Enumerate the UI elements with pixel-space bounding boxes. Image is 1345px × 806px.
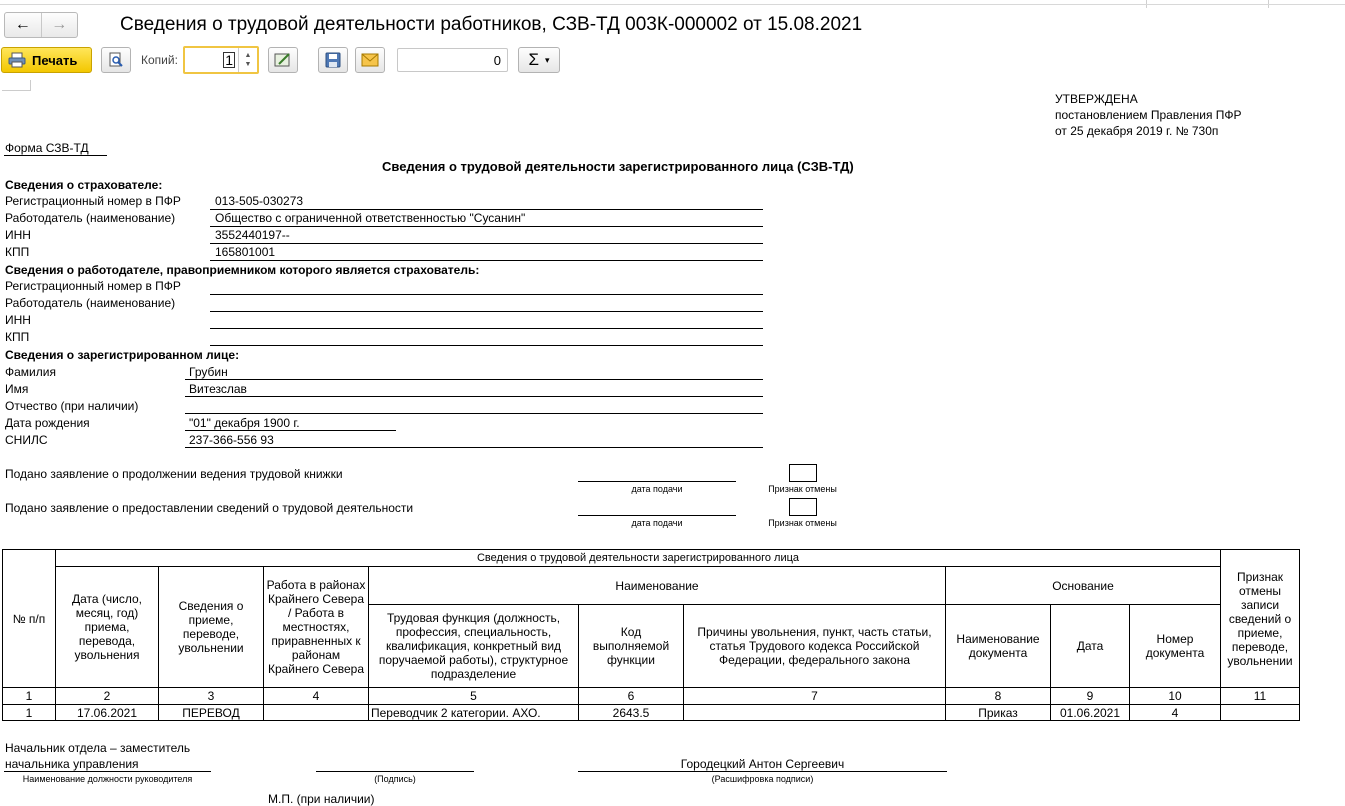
predecessor-heading: Сведения о работодателе, правоприемником которого является страхователь: [5,263,480,277]
application-1-label: Подано заявление о продолжении ведения трудовой книжки [5,467,343,481]
header-num: № п/п [3,550,56,688]
field-line [210,328,763,329]
cell-docdate: 01.06.2021 [1051,705,1130,721]
snils-label: СНИЛС [5,433,48,447]
birth-label: Дата рождения [5,416,90,430]
table-row[interactable] [3,705,1300,721]
header-basis: Основание [946,567,1221,605]
copies-stepper[interactable]: ▲ ▼ [238,48,257,72]
back-icon[interactable]: ← [14,16,31,33]
cell-cancel [1221,705,1300,721]
col-number: 6 [579,688,684,705]
cancel-caption: Признак отмены [768,484,837,494]
copies-input[interactable] [183,46,259,74]
work-history-table [2,549,1300,721]
header-docdate: Дата [1051,605,1130,688]
field-line [185,447,763,448]
sum-field[interactable]: 0 [397,48,508,72]
cell-info: ПЕРЕВОД [159,705,264,721]
field-line [185,396,763,397]
field-line [4,771,211,772]
surname-label: Фамилия [5,365,56,379]
cell-reasons [684,705,946,721]
field-line [316,771,474,772]
col-number: 4 [264,688,369,705]
cell-num: 1 [3,705,56,721]
header-north: Работа в районах Крайнего Севера / Работа в местностях, приравненных к районам Крайнего Севера [264,567,369,688]
col-number: 3 [159,688,264,705]
header-border [0,4,1345,5]
preview-icon [108,52,124,68]
cell-function: Переводчик 2 категории. АХО. [369,705,579,721]
insurer-name-label: Работодатель (наименование) [5,211,176,225]
col-number: 10 [1130,688,1221,705]
approved-line-3: от 25 декабря 2019 г. № 730п [1055,124,1219,138]
insurer-reg-label: Регистрационный номер в ПФР [5,194,181,208]
field-line [578,515,736,516]
insurer-inn-value: 3552440197-- [215,228,290,242]
edit-icon [274,52,292,68]
date-caption: дата подачи [631,518,683,528]
field-line [210,294,763,295]
form-underline [4,155,107,156]
header-name: Наименование [369,567,946,605]
patronymic-label: Отчество (при наличии) [5,399,139,413]
sign-caption: (Подпись) [374,774,416,784]
date-caption: дата подачи [631,484,683,494]
email-button[interactable] [355,47,385,73]
save-icon [325,52,341,68]
printer-icon [8,52,26,68]
position-line-2: начальника управления [5,757,139,771]
print-label: Печать [32,52,78,68]
page-corner [2,80,31,91]
approved-line-1: УТВЕРЖДЕНА [1055,92,1138,106]
predecessor-inn-label: ИНН [5,313,31,327]
doc-title: Сведения о трудовой деятельности зарегистрированного лица (СЗВ-ТД) [382,159,854,174]
snils-value: 237-366-556 93 [189,433,274,447]
insurer-reg-value: 013-505-030273 [215,194,304,208]
col-number: 2 [56,688,159,705]
cell-date: 17.06.2021 [56,705,159,721]
approved-line-2: постановлением Правления ПФР [1055,108,1242,122]
surname-value: Грубин [189,365,228,379]
header-docnum: Номер документа [1130,605,1221,688]
field-line [210,209,763,210]
header-cancel: Признак отмены записи сведений о приеме, переводе, увольнении [1221,550,1300,688]
field-line [185,379,763,380]
application-2-label: Подано заявление о предоставлении сведений о трудовой деятельности [5,501,414,515]
insurer-kpp-label: КПП [5,245,30,259]
name-label: Имя [5,382,29,396]
header-reasons: Причины увольнения, пункт, часть статьи, статья Трудового кодекса Российской Федерации, федерального закона [684,605,946,688]
nav-buttons [4,12,78,38]
field-line [210,311,763,312]
cancel-caption: Признак отмены [768,518,837,528]
window-title: Сведения о трудовой деятельности работников, СЗВ-ТД 003К-000002 от 15.08.2021 [120,14,863,35]
header-date: Дата (число, месяц, год) приема, перевода, увольнения [56,567,159,688]
predecessor-reg-label: Регистрационный номер в ПФР [5,279,181,293]
cancel-checkbox[interactable] [789,464,817,482]
sigma-icon: Σ [528,50,539,69]
fullname-caption: (Расшифровка подписи) [711,774,814,784]
predecessor-name-label: Работодатель (наименование) [5,296,176,310]
position-caption: Наименование должности руководителя [22,774,193,784]
header-function: Трудовая функция (должность, профессия, специальность, квалификация, конкретный вид поручаемой работы), структурное подразделение [369,605,579,688]
cell-north [264,705,369,721]
field-line [210,345,763,346]
header-info: Сведения о приеме, переводе, увольнении [159,567,264,688]
header-docname: Наименование документа [946,605,1051,688]
column-numbers-row [3,688,1300,705]
signer-fullname: Городецкий Антон Сергеевич [680,757,845,771]
insurer-heading: Сведения о страхователе: [5,178,163,192]
stamp-label: М.П. (при наличии) [268,792,375,806]
person-heading: Сведения о зарегистрированном лице: [5,348,240,362]
col-number: 11 [1221,688,1300,705]
header-group: Сведения о трудовой деятельности зарегистрированного лица [56,550,1221,567]
preview-button[interactable] [101,47,131,73]
name-value: Витезслав [189,382,247,396]
envelope-icon [361,53,379,67]
field-line [185,430,396,431]
cancel-checkbox[interactable] [789,498,817,516]
col-number: 8 [946,688,1051,705]
insurer-inn-label: ИНН [5,228,31,242]
col-number: 9 [1051,688,1130,705]
copies-label: Копий: [141,53,178,67]
header-code: Код выполняемой функции [579,605,684,688]
birth-value: "01" декабря 1900 г. [189,416,300,430]
col-number: 1 [3,688,56,705]
print-button[interactable] [1,47,92,73]
save-button[interactable] [318,47,348,73]
form-label: Форма СЗВ-ТД [5,141,89,155]
position-line-1: Начальник отдела – заместитель [5,741,191,755]
copies-value: 1 [225,52,233,68]
sum-button[interactable] [518,47,560,73]
field-line [210,226,763,227]
edit-button[interactable] [268,47,298,73]
field-line [578,771,947,772]
forward-icon[interactable]: → [41,13,78,37]
chevron-down-icon: ▾ [544,54,550,65]
field-line [578,481,736,482]
field-line [210,260,763,261]
predecessor-kpp-label: КПП [5,330,30,344]
col-number: 5 [369,688,579,705]
cell-docname: Приказ [946,705,1051,721]
insurer-kpp-value: 165801001 [215,245,276,259]
insurer-name-value: Общество с ограниченной ответственностью "Сусанин" [215,211,526,225]
field-line [210,243,763,244]
cell-code: 2643.5 [579,705,684,721]
field-line [185,413,763,414]
col-number: 7 [684,688,946,705]
cell-docnum: 4 [1130,705,1221,721]
